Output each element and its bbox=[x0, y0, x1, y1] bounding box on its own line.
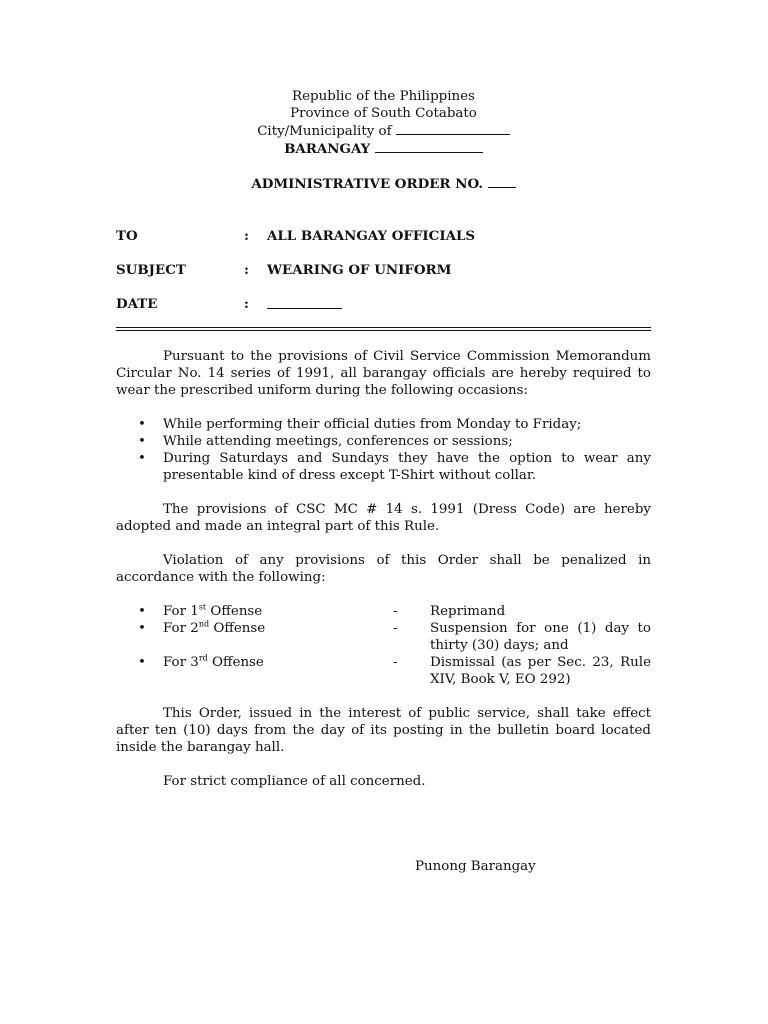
to-row bbox=[116, 228, 651, 245]
intro-paragraph: Pursuant to the provisions of Civil Service Commission Memorandum Circular No. 14 series of 1991, all barangay officials are hereby required to wear the prescribed uniform during the following occasions: bbox=[116, 349, 651, 398]
offense-label bbox=[163, 603, 393, 620]
occasion-text: While performing their official duties from Monday to Friday; bbox=[163, 417, 582, 432]
bullet-icon: • bbox=[138, 451, 146, 466]
signature-block bbox=[116, 858, 651, 875]
offense-label bbox=[163, 654, 393, 688]
penalty-dash: - bbox=[393, 621, 398, 636]
offense-label bbox=[163, 620, 393, 654]
offense-prefix: For 1 bbox=[163, 604, 199, 619]
list-item bbox=[116, 416, 651, 433]
penalty-dash: - bbox=[393, 604, 398, 619]
subject-label: SUBJECT bbox=[116, 262, 186, 278]
offense-ordinal: nd bbox=[198, 619, 210, 629]
barangay-blank bbox=[375, 140, 483, 153]
double-divider bbox=[116, 327, 651, 331]
subject-value: WEARING OF UNIFORM bbox=[267, 262, 452, 278]
bullet-icon: • bbox=[138, 655, 146, 670]
order-title-line bbox=[116, 175, 651, 193]
bullet-icon: • bbox=[138, 434, 146, 449]
barangay-label: BARANGAY bbox=[284, 141, 371, 157]
offense-suffix: Offense bbox=[207, 655, 264, 670]
bullet-icon: • bbox=[138, 604, 146, 619]
occasion-text: While attending meetings, conferences or sessions; bbox=[163, 434, 513, 449]
offense-suffix: Offense bbox=[206, 604, 263, 619]
order-number-blank bbox=[488, 175, 516, 188]
offense-suffix: Offense bbox=[209, 621, 266, 636]
subject-colon: : bbox=[244, 262, 249, 278]
city-line bbox=[116, 122, 651, 140]
adoption-paragraph: The provisions of CSC MC # 14 s. 1991 (Dress Code) are hereby adopted and made an integral part of this Rule. bbox=[116, 502, 651, 534]
city-label: City/Municipality of bbox=[257, 124, 392, 139]
violation-paragraph: Violation of any provisions of this Order shall be penalized in accordance with the following: bbox=[116, 553, 651, 585]
penalty-row bbox=[116, 603, 651, 620]
signatory-title: Punong Barangay bbox=[415, 859, 536, 874]
penalty-row bbox=[116, 654, 651, 688]
penalty-row bbox=[116, 620, 651, 654]
date-row bbox=[116, 296, 651, 313]
penalty-dash: - bbox=[393, 655, 398, 670]
bullet-icon: • bbox=[138, 621, 146, 636]
offense-prefix: For 3 bbox=[163, 655, 199, 670]
penalty-result: Dismissal (as per Sec. 23, Rule XIV, Book V, EO 292) bbox=[430, 655, 651, 687]
order-title: ADMINISTRATIVE ORDER NO. bbox=[251, 176, 483, 192]
occasion-text: During Saturdays and Sundays they have the option to wear any presentable kind of dress except T-Shirt without collar. bbox=[163, 451, 651, 483]
barangay-line bbox=[116, 140, 651, 158]
province-line: Province of South Cotabato bbox=[290, 106, 477, 121]
letterhead bbox=[116, 88, 651, 193]
list-item bbox=[116, 433, 651, 450]
to-value: ALL BARANGAY OFFICIALS bbox=[267, 228, 476, 244]
list-item bbox=[116, 450, 651, 484]
compliance-paragraph: For strict compliance of all concerned. bbox=[163, 774, 426, 789]
offense-ordinal: rd bbox=[198, 653, 208, 663]
document-page bbox=[116, 88, 651, 875]
to-colon: : bbox=[244, 228, 249, 244]
date-label: DATE bbox=[116, 296, 158, 312]
effectivity-paragraph: This Order, issued in the interest of public service, shall take effect after ten (10) days from the day of its posting in the bulletin board located inside the barangay hall. bbox=[116, 706, 651, 755]
to-label: TO bbox=[116, 228, 138, 244]
penalties-list bbox=[116, 603, 651, 688]
penalty-result: Reprimand bbox=[430, 604, 506, 619]
date-blank bbox=[267, 296, 342, 309]
offense-prefix: For 2 bbox=[163, 621, 199, 636]
subject-row bbox=[116, 262, 651, 279]
date-value bbox=[267, 296, 651, 313]
offense-ordinal: st bbox=[198, 602, 207, 612]
republic-line: Republic of the Philippines bbox=[292, 89, 475, 104]
occasions-list bbox=[116, 416, 651, 484]
penalty-result: Suspension for one (1) day to thirty (30) days; and bbox=[430, 621, 651, 653]
city-blank bbox=[396, 122, 510, 135]
bullet-icon: • bbox=[138, 417, 146, 432]
date-colon: : bbox=[244, 296, 249, 312]
memo-meta bbox=[116, 228, 651, 313]
